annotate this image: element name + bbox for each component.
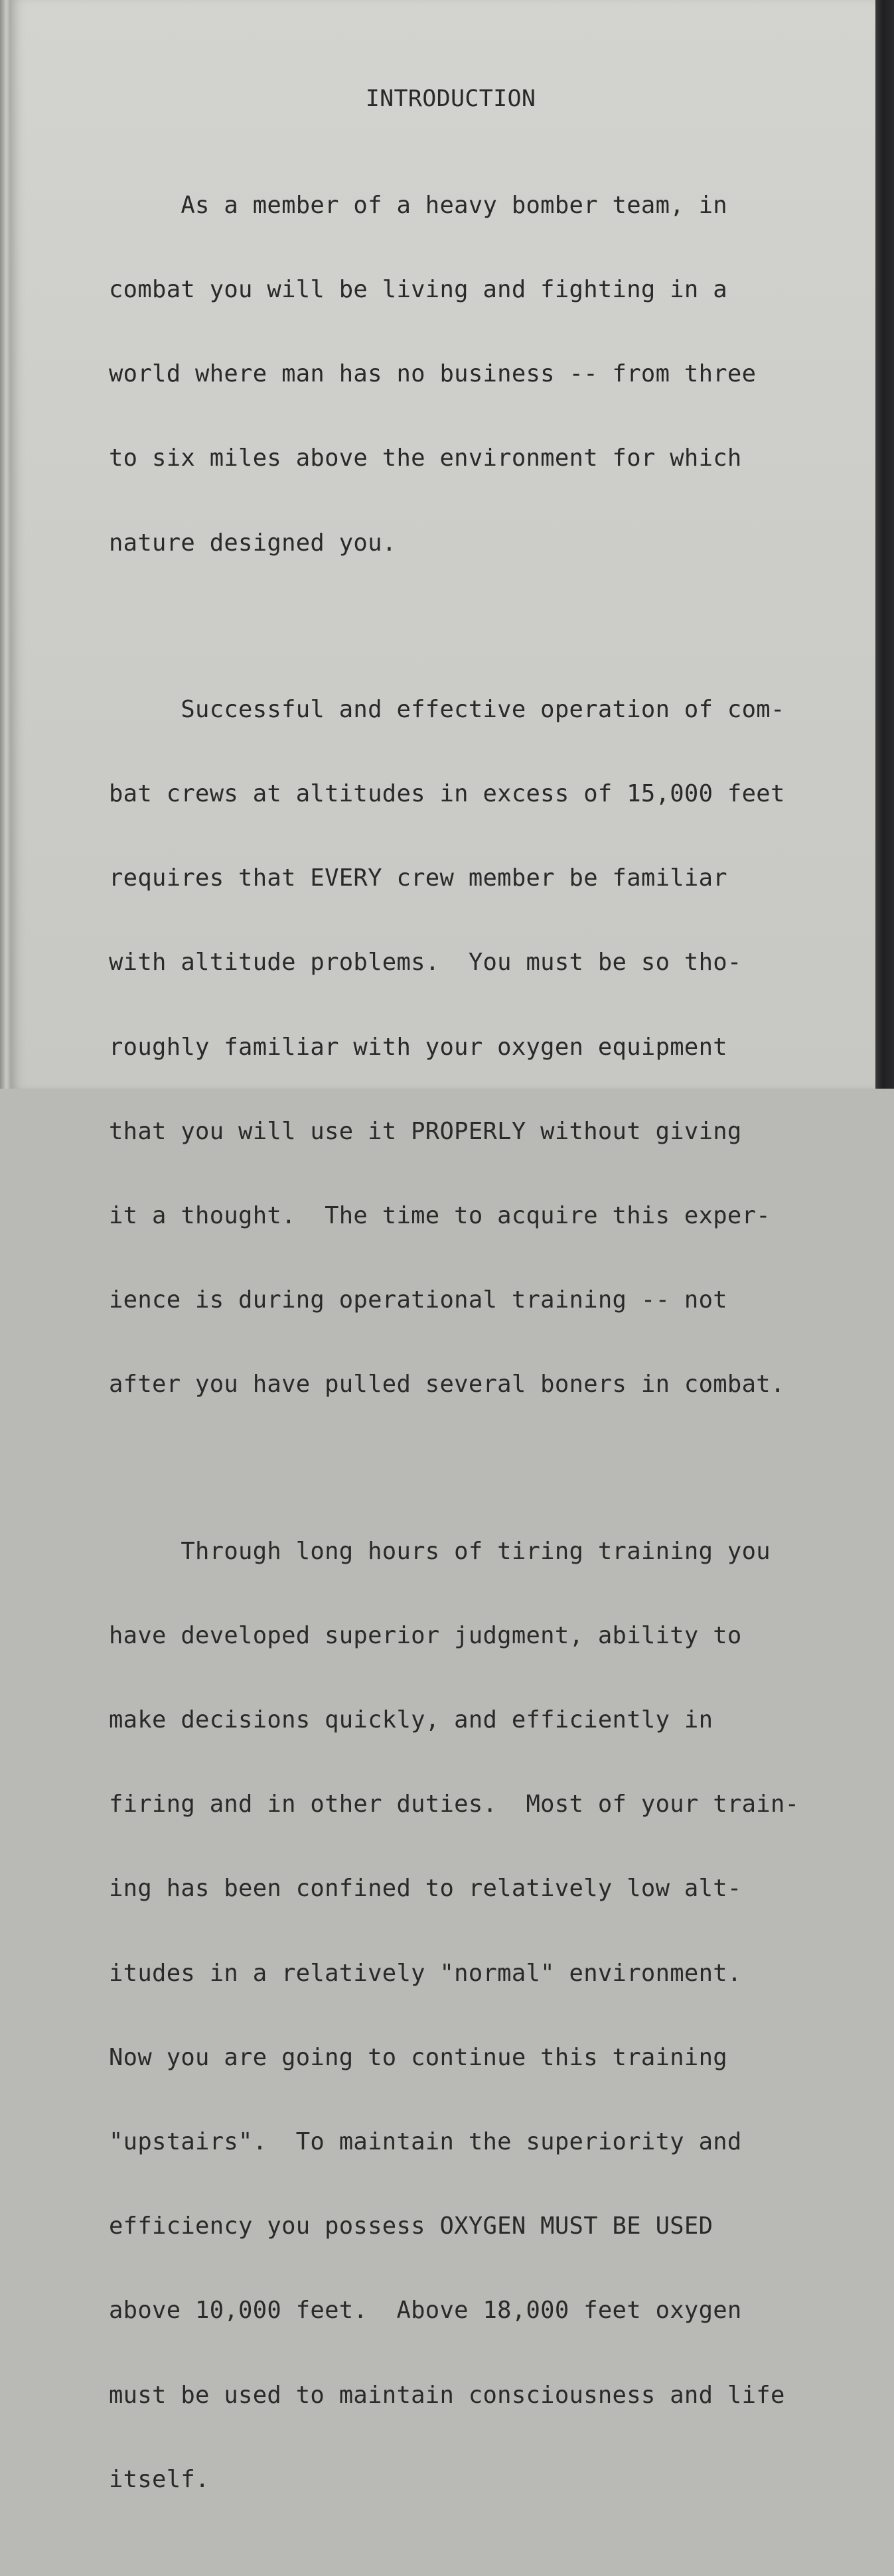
text-line: it a thought. The time to acquire this exper- xyxy=(109,1202,771,1230)
text-line: efficiency you possess OXYGEN MUST BE USED xyxy=(109,2212,713,2240)
text-line: requires that EVERY crew member be familiar xyxy=(109,864,727,892)
page-title: INTRODUCTION xyxy=(365,86,536,112)
text-line: roughly familiar with your oxygen equipment xyxy=(109,1033,727,1061)
text-line: As a member of a heavy bomber team, in xyxy=(109,191,727,219)
binder-edge xyxy=(0,0,11,1089)
paragraph-3 xyxy=(109,1481,800,2550)
paragraph-2 xyxy=(109,640,785,1456)
text-line: itudes in a relatively "normal" environment. xyxy=(109,1959,742,1987)
text-line: ience is during operational training -- not xyxy=(109,1286,727,1314)
text-line: world where man has no business -- from three xyxy=(109,360,757,388)
text-line: have developed superior judgment, ability to xyxy=(109,1621,742,1649)
text-line: above 10,000 feet. Above 18,000 feet oxygen xyxy=(109,2297,742,2325)
text-line: Through long hours of tiring training you xyxy=(109,1537,771,1565)
text-line: "upstairs". To maintain the superiority and xyxy=(109,2128,742,2156)
text-line: combat you will be living and fighting in a xyxy=(109,276,727,304)
text-line: to six miles above the environment for which xyxy=(109,444,742,472)
text-line: make decisions quickly, and efficiently in xyxy=(109,1706,713,1733)
text-line: nature designed you. xyxy=(109,529,397,557)
text-line: must be used to maintain consciousness and life xyxy=(109,2381,785,2409)
page-edge-shadow xyxy=(875,0,894,1089)
text-line: bat crews at altitudes in excess of 15,000 feet xyxy=(109,780,785,807)
page-text xyxy=(109,85,800,2576)
text-line: with altitude problems. You must be so tho- xyxy=(109,949,742,977)
text-line: that you will use it PROPERLY without giving xyxy=(109,1117,742,1145)
document-page xyxy=(11,0,875,2493)
text-line: Successful and effective operation of com- xyxy=(109,695,785,723)
text-line: after you have pulled several boners in combat. xyxy=(109,1371,785,1398)
text-line: firing and in other duties. Most of your train- xyxy=(109,1791,800,1818)
paragraph-1 xyxy=(109,135,779,614)
text-line: ing has been confined to relatively low alt- xyxy=(109,1875,742,1903)
text-line: itself. xyxy=(109,2465,210,2493)
text-line: Now you are going to continue this training xyxy=(109,2043,727,2071)
